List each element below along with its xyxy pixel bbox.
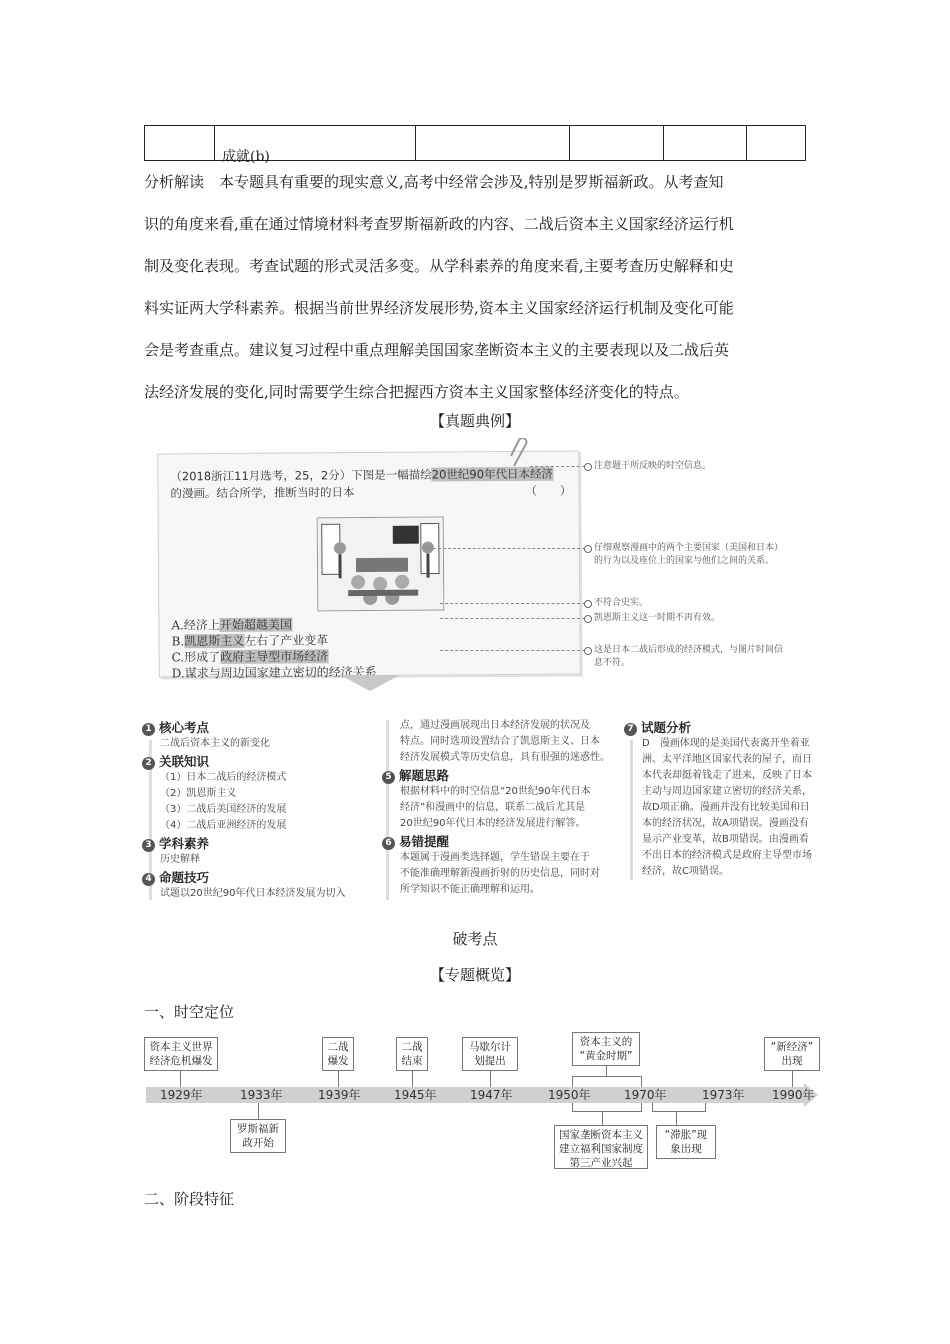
table-divider	[214, 126, 215, 160]
event-box: 二战 结束	[396, 1037, 428, 1071]
section-label: 学科素养	[159, 836, 210, 851]
para-line: 会是考查重点。建议复习过程中重点理解美国国家垄断资本主义的主要表现以及二战后英	[144, 341, 730, 359]
question-card	[157, 451, 581, 681]
option-text: A.经济上	[171, 618, 220, 633]
note-1: 注意题干所反映的时空信息。	[594, 461, 712, 471]
section-item: 历史解释	[160, 854, 200, 865]
down-arrow-icon	[340, 675, 400, 691]
question-text	[170, 466, 572, 503]
section-item: 不出日本的经济模式是政府主导型市场	[642, 850, 812, 861]
event-connector	[676, 1111, 677, 1125]
event-connector	[412, 1071, 413, 1087]
year-label: 1947年	[470, 1088, 513, 1102]
section-item: 本题属于漫画类选择题，学生错误主要在于	[400, 852, 590, 863]
analysis-column-2	[382, 718, 622, 898]
section-item: 故D项正确。漫画并没有比较美国和日	[642, 802, 810, 813]
note-5b: 息不符。	[594, 658, 631, 668]
section-title	[142, 754, 367, 770]
step-number: 4	[142, 873, 155, 886]
year-label: 1945年	[394, 1088, 437, 1102]
section-2-heading: 二、阶段特征	[144, 1190, 235, 1208]
para-line: 法经济发展的变化,同时需要学生综合把握西方资本主义国家整体经济变化的特点。	[144, 383, 689, 401]
note-4: 凯恩斯主义这一时期不再有效。	[594, 613, 721, 623]
year-label: 1990年	[772, 1088, 815, 1102]
section-item: （3）二战后美国经济的发展	[160, 804, 287, 815]
note-dot	[584, 615, 592, 623]
note-connector	[530, 466, 590, 467]
question-highlight: 20世纪90年代日本经济	[431, 466, 554, 482]
table-divider	[569, 126, 570, 160]
step-number: 2	[142, 757, 155, 770]
overview-heading: 【专题概览】	[429, 966, 520, 984]
table-cell-text: 成就(b)	[222, 149, 270, 165]
section-item: 试题以20世纪90年代日本经济发展为切入	[160, 888, 346, 899]
section-item: 点，通过漫画展现出日本经济发展的状况及	[400, 720, 590, 731]
section-item: 主动与周边国家建立密切的经济关系，	[642, 786, 812, 797]
question-prefix: （2018浙江11月选考，25，2分）下图是一幅描绘	[170, 467, 432, 484]
option-text: 左右了产业变革	[244, 633, 329, 648]
event-connector	[606, 1066, 607, 1076]
event-box: “滞胀”现 象出现	[656, 1125, 716, 1159]
option-text: C.形成了	[171, 650, 221, 665]
note-dot	[584, 647, 592, 655]
step-number: 1	[142, 723, 155, 736]
section-title	[142, 720, 367, 736]
event-connector	[490, 1071, 491, 1087]
section-item: （2）凯恩斯主义	[160, 788, 237, 799]
period-bracket	[572, 1076, 642, 1087]
table-divider	[746, 126, 747, 160]
step-number: 5	[382, 771, 395, 784]
event-box: 马歇尔计 划提出	[462, 1037, 518, 1071]
section-item: 本的经济状况，故A项错误。漫画没有	[642, 818, 809, 829]
note-connector	[423, 548, 590, 549]
timeline	[144, 1030, 824, 1180]
section-label: 解题思路	[399, 768, 450, 783]
example-heading: 【真题典例】	[429, 412, 520, 430]
step-number: 7	[624, 723, 637, 736]
section-item: 特点。同时选项设置结合了凯恩斯主义、日本	[400, 736, 600, 747]
year-label: 1929年	[160, 1088, 203, 1102]
year-label: 1950年	[548, 1088, 591, 1102]
note-2a: 仔细观察漫画中的两个主要国家（美国和日本）	[594, 543, 784, 553]
option-highlight: 政府主导型市场经济	[220, 649, 329, 665]
section-pokaodian: 破考点	[452, 930, 498, 948]
event-box: 罗斯福新 政开始	[230, 1119, 286, 1153]
year-label: 1970年	[624, 1088, 667, 1102]
section-item: 显示产业变革，故B项错误。由漫画看	[642, 834, 809, 845]
year-label: 1973年	[702, 1088, 745, 1102]
section-item: 不能准确理解新漫画折射的历史信息，同时对	[400, 868, 600, 879]
section-label: 试题分析	[641, 720, 692, 735]
para-line: 分析解读 本专题具有重要的现实意义,高考中经常会涉及,特别是罗斯福新政。从考查知	[144, 173, 724, 191]
section-item: 经济”和漫画中的信息，联系二战后尤其是	[400, 802, 586, 813]
section-item: 所学知识不能正确理解和运用。	[400, 884, 540, 895]
event-connector	[792, 1071, 793, 1087]
section-item: 经济，故C项错误。	[642, 866, 729, 877]
note-dot	[584, 545, 592, 553]
event-connector	[338, 1071, 339, 1087]
section-item: 20世纪90年代日本的经济发展进行解答。	[400, 818, 586, 829]
section-label: 易错提醒	[399, 834, 450, 849]
event-box: 资本主义的 “黄金时期”	[572, 1032, 640, 1066]
section-item: D 漫画体现的是美国代表离开坐着亚	[642, 738, 810, 749]
section-title	[382, 768, 622, 784]
table-divider	[415, 126, 416, 160]
section-label: 命题技巧	[159, 870, 210, 885]
section-item: 二战后资本主义的新变化	[160, 738, 270, 749]
section-title	[624, 720, 824, 736]
section-item: 根据材料中的时空信息“20世纪90年代日本	[400, 786, 591, 797]
section-item: （1）日本二战后的经济模式	[160, 772, 287, 783]
section-item: （4）二战后亚洲经济的发展	[160, 820, 287, 831]
analysis-paragraph	[144, 161, 809, 413]
step-number: 3	[142, 839, 155, 852]
period-bracket	[572, 1103, 642, 1112]
note-2b: 的行为以及座位上的国家与他们之间的关系。	[594, 556, 775, 566]
table-divider	[663, 126, 664, 160]
analysis-column-3	[624, 718, 824, 880]
year-label: 1933年	[240, 1088, 283, 1102]
question-line2: 的漫画。结合所学，推断当时的日本	[170, 485, 355, 501]
note-5a: 这是日本二战后形成的经济模式，与图片时间信	[594, 645, 784, 655]
event-box: 资本主义世界 经济危机爆发	[144, 1037, 218, 1071]
section-label: 核心考点	[159, 720, 210, 735]
event-box: 二战 爆发	[322, 1037, 354, 1071]
section-title	[142, 836, 367, 852]
event-connector	[258, 1103, 259, 1119]
option-highlight: 凯恩斯主义	[184, 633, 245, 649]
example-figure	[140, 438, 825, 916]
paperclip-icon	[508, 438, 532, 468]
option-text: B.	[171, 634, 185, 649]
event-box: 国家垄断资本主义 建立福利国家制度 第三产业兴起	[554, 1125, 648, 1169]
event-connector	[180, 1071, 181, 1087]
section-1-heading: 一、时空定位	[144, 1003, 235, 1021]
section-title	[142, 870, 367, 886]
section-title	[382, 834, 622, 850]
step-number: 6	[382, 837, 395, 850]
option-highlight: 开始超越美国	[219, 617, 292, 633]
note-dot	[584, 600, 592, 608]
note-3: 不符合史实。	[594, 598, 649, 608]
section-item: 本代表却挺着钱走了进来，反映了日本	[642, 770, 812, 781]
section-item: 洲、太平洋地区国家代表的屋子，而日	[642, 754, 812, 765]
event-box: “新经济” 出现	[764, 1037, 820, 1071]
section-item: 经济发展模式等历史信息，具有很强的迷惑性。	[400, 752, 610, 763]
year-label: 1939年	[318, 1088, 361, 1102]
event-connector	[602, 1111, 603, 1125]
answer-paren: （ ）	[525, 483, 572, 498]
cartoon-image	[317, 516, 445, 611]
note-connector	[440, 618, 590, 619]
period-bracket	[652, 1103, 706, 1112]
note-dot	[584, 463, 592, 471]
note-connector	[440, 603, 590, 604]
analysis-column-1	[142, 718, 367, 902]
cartoon-drawing	[318, 517, 444, 610]
para-line: 制及变化表现。考查试题的形式灵活多变。从学科素养的角度来看,主要考查历史解释和史	[144, 257, 734, 275]
note-connector	[440, 650, 590, 651]
para-line: 料实证两大学科素养。根据当前世界经济发展形势,资本主义国家经济运行机制及变化可能	[144, 299, 734, 317]
section-label: 关联知识	[159, 754, 210, 769]
para-line: 识的角度来看,重在通过情境材料考查罗斯福新政的内容、二战后资本主义国家经济运行机	[144, 215, 734, 233]
option-text: D.谋求与周边国家建立密切的经济关系	[171, 664, 377, 681]
